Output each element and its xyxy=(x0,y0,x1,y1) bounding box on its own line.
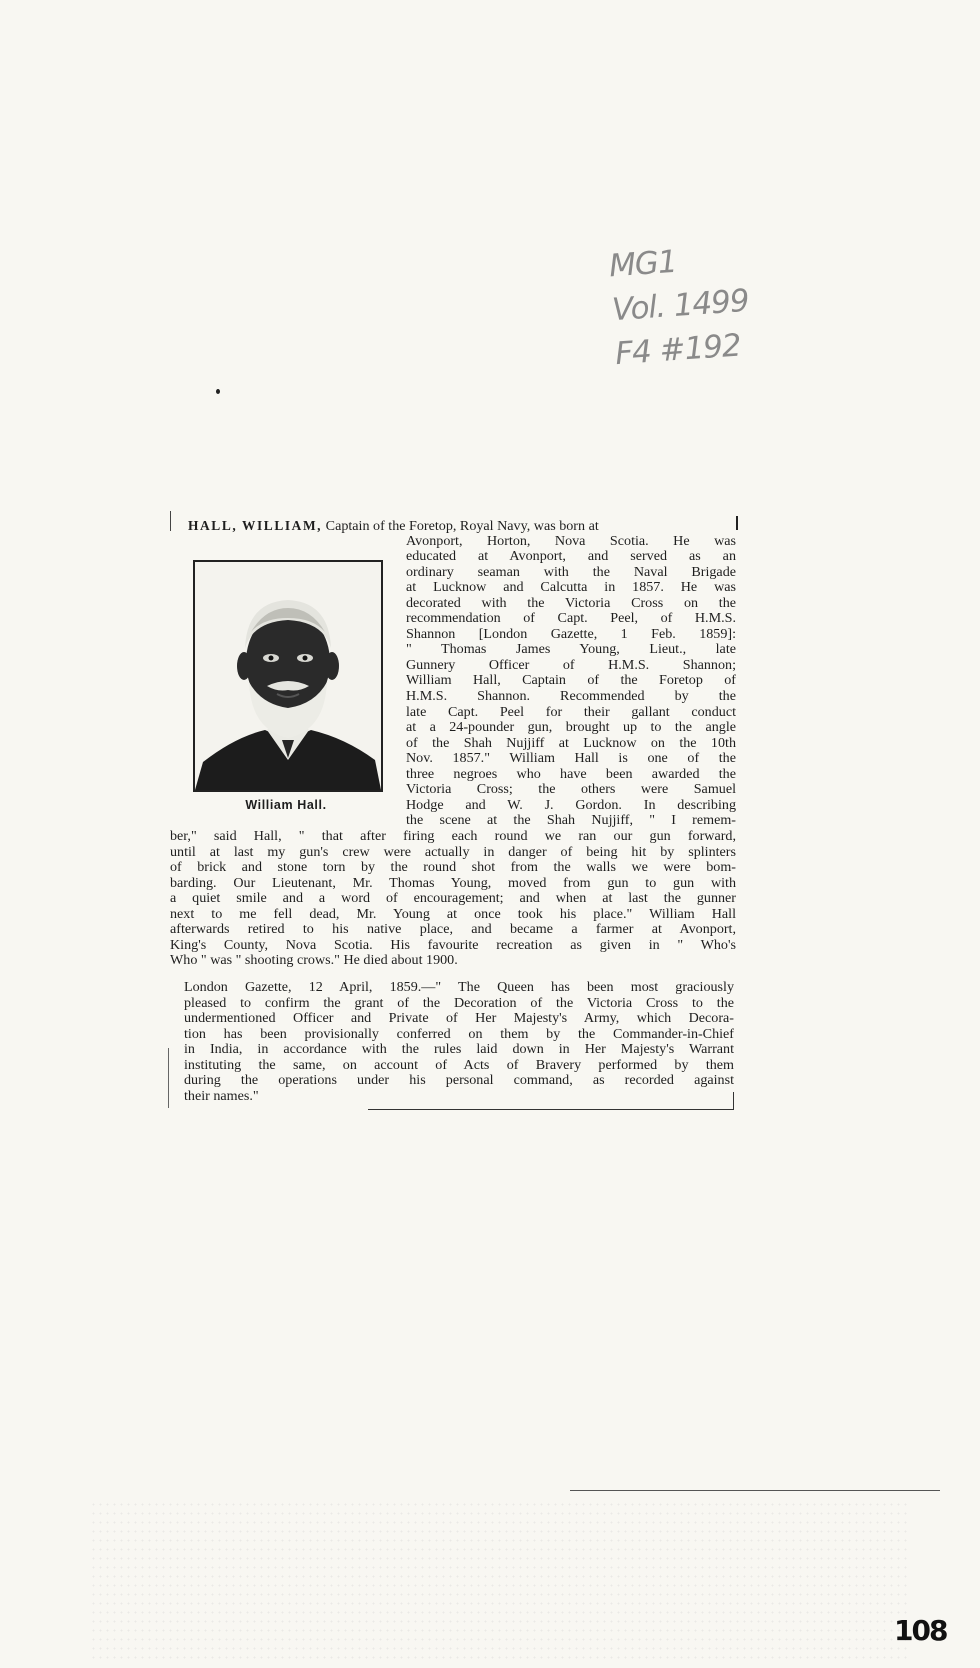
text-line: Nov. 1857." William Hall is one of the xyxy=(406,751,736,767)
text-line: Who " was " shooting crows." He died about 1900. xyxy=(170,953,458,969)
scan-rule-line xyxy=(570,1490,940,1491)
clipping-edge xyxy=(168,1048,169,1108)
text-line: during the operations under his personal command, as recorded against xyxy=(184,1073,734,1089)
text-line: recommendation of Capt. Peel, of H.M.S. xyxy=(406,611,736,627)
text-line: Shannon [London Gazette, 1 Feb. 1859]: xyxy=(406,626,736,642)
text-line: the scene at the Shah Nujjiff, " I remem- xyxy=(406,813,736,829)
text-line: afterwards retired to his native place, and became a farmer at Avonport, xyxy=(170,922,736,938)
text-line: London Gazette, 12 April, 1859.—" The Queen has been most graciously xyxy=(184,980,734,995)
bio-heading-line xyxy=(188,518,728,535)
text-line: ordinary seaman with the Naval Brigade xyxy=(406,564,736,580)
scan-noise xyxy=(90,1500,910,1660)
text-line: Gunnery Officer of H.M.S. Shannon; xyxy=(406,657,736,673)
text-line: barding. Our Lieutenant, Mr. Thomas Young, moved from gun to gun with xyxy=(170,875,736,891)
text-line: " Thomas James Young, Lieut., late xyxy=(406,642,736,658)
clipping-edge xyxy=(368,1109,734,1110)
text-line: King's County, Nova Scotia. His favourite recreation as given in " Who's xyxy=(170,937,736,953)
subject-name: HALL, WILLIAM, xyxy=(188,518,323,533)
text-line: pleased to confirm the grant of the Decoration of the Victoria Cross to the xyxy=(184,995,734,1011)
text-line: instituting the same, on account of Acts of Bravery performed by them xyxy=(184,1057,734,1073)
archive-note xyxy=(608,232,797,376)
text-line: at a 24-pounder gun, brought up to the angle xyxy=(406,720,736,736)
text-line: H.M.S. Shannon. Recommended by the xyxy=(406,688,736,704)
text-line: at Lucknow and Calcutta in 1857. He was xyxy=(406,580,736,596)
text-line: late Capt. Peel for their gallant conduct xyxy=(406,704,736,720)
text-line: next to me fell dead, Mr. Young at once took his place." William Hall xyxy=(170,906,736,922)
text-line: their names." xyxy=(184,1088,259,1104)
text-line: Avonport, Horton, Nova Scotia. He was xyxy=(406,533,736,549)
text-line: William Hall, Captain of the Foretop of xyxy=(406,673,736,689)
text-line: of brick and stone torn by the round shot from the walls we were bom- xyxy=(170,860,736,876)
photo-caption: William Hall. xyxy=(245,798,327,812)
portrait-image xyxy=(195,562,381,790)
clipping-corner-mark xyxy=(733,1092,734,1110)
text-line: educated at Avonport, and served as an xyxy=(406,549,736,565)
page-number: 108 xyxy=(894,1614,947,1647)
gazette-paragraph xyxy=(184,980,734,1104)
text-line: Hodge and W. J. Gordon. In describing xyxy=(406,797,736,813)
archive-note-line: F4 #192 xyxy=(614,327,742,373)
portrait-photo xyxy=(193,560,383,792)
text-line: three negroes who have been awarded the xyxy=(406,766,736,782)
text-line: decorated with the Victoria Cross on the xyxy=(406,595,736,611)
archive-note-line: MG1 xyxy=(607,243,678,285)
text-line: a quiet smile and a word of encouragement; and when at last the gunner xyxy=(170,891,736,907)
text-line: ber," said Hall, " that after firing each round we ran our gun forward, xyxy=(170,829,736,844)
archive-note-line: Vol. 1499 xyxy=(610,282,750,329)
text-line: until at last my gun's crew were actually in danger of being hit by splinters xyxy=(170,844,736,860)
ink-speck xyxy=(216,389,220,394)
bio-column xyxy=(406,534,736,829)
bio-heading-text: Captain of the Foretop, Royal Navy, was born at xyxy=(325,518,599,534)
newspaper-clipping xyxy=(170,518,738,1112)
text-line: tion has been provisionally conferred on them by the Commander-in-Chief xyxy=(184,1026,734,1042)
text-line: Victoria Cross; the others were Samuel xyxy=(406,782,736,798)
text-line: of the Shah Nujjiff at Lucknow on the 10th xyxy=(406,735,736,751)
text-line: in India, in accordance with the rules laid down in Her Majesty's Warrant xyxy=(184,1042,734,1058)
text-line: undermentioned Officer and Private of Her Majesty's Army, which Decora- xyxy=(184,1011,734,1027)
bio-continuation xyxy=(170,829,736,969)
